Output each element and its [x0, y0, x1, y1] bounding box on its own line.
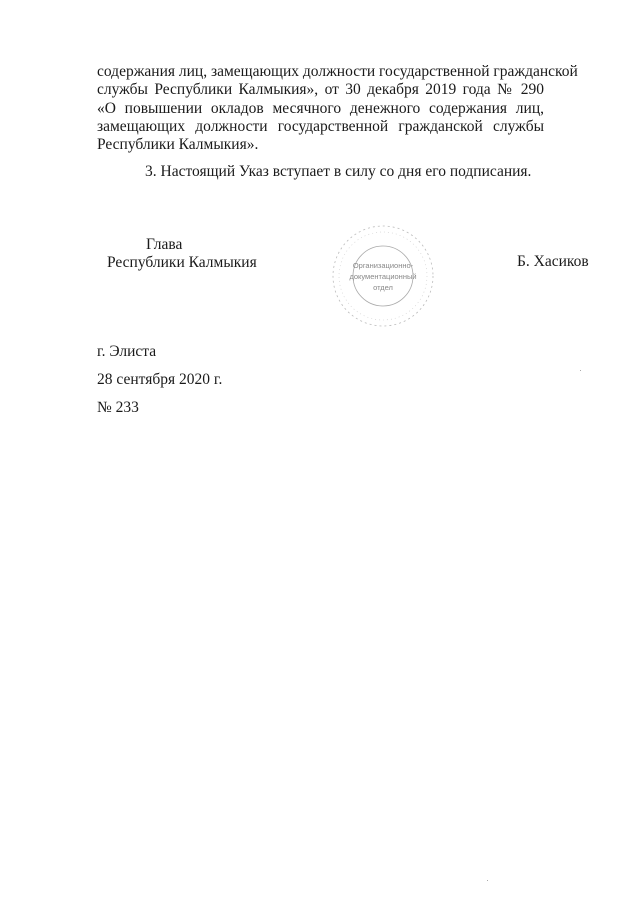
signatory-title-line1: Глава [146, 236, 183, 253]
decree-number: № 233 [97, 399, 139, 416]
svg-text:Организационно-: Организационно- [352, 261, 414, 270]
body-line-3: «О повышении окладов месячного денежного содержания лиц, [97, 100, 544, 117]
city: г. Элиста [97, 343, 157, 360]
item-3-paragraph: 3. Настоящий Указ вступает в силу со дня его подписания. [145, 163, 532, 180]
svg-text:документационный: документационный [349, 272, 417, 281]
body-line-1: содержания лиц, замещающих должности государственной гражданской [97, 63, 578, 80]
body-line-2: службы Республики Калмыкия», от 30 декабря 2019 года № 290 [97, 81, 544, 98]
body-line-4: замещающих должности государственной гражданской службы [97, 118, 544, 135]
official-seal-stamp [318, 218, 448, 330]
decree-date: 28 сентября 2020 г. [97, 371, 223, 388]
signatory-title-line2: Республики Калмыкия [107, 254, 257, 271]
scan-speck [487, 880, 488, 881]
svg-text:отдел: отдел [373, 283, 393, 292]
signatory-name: Б. Хасиков [517, 253, 589, 270]
body-line-5: Республики Калмыкия». [97, 136, 259, 153]
scan-speck [580, 370, 581, 371]
